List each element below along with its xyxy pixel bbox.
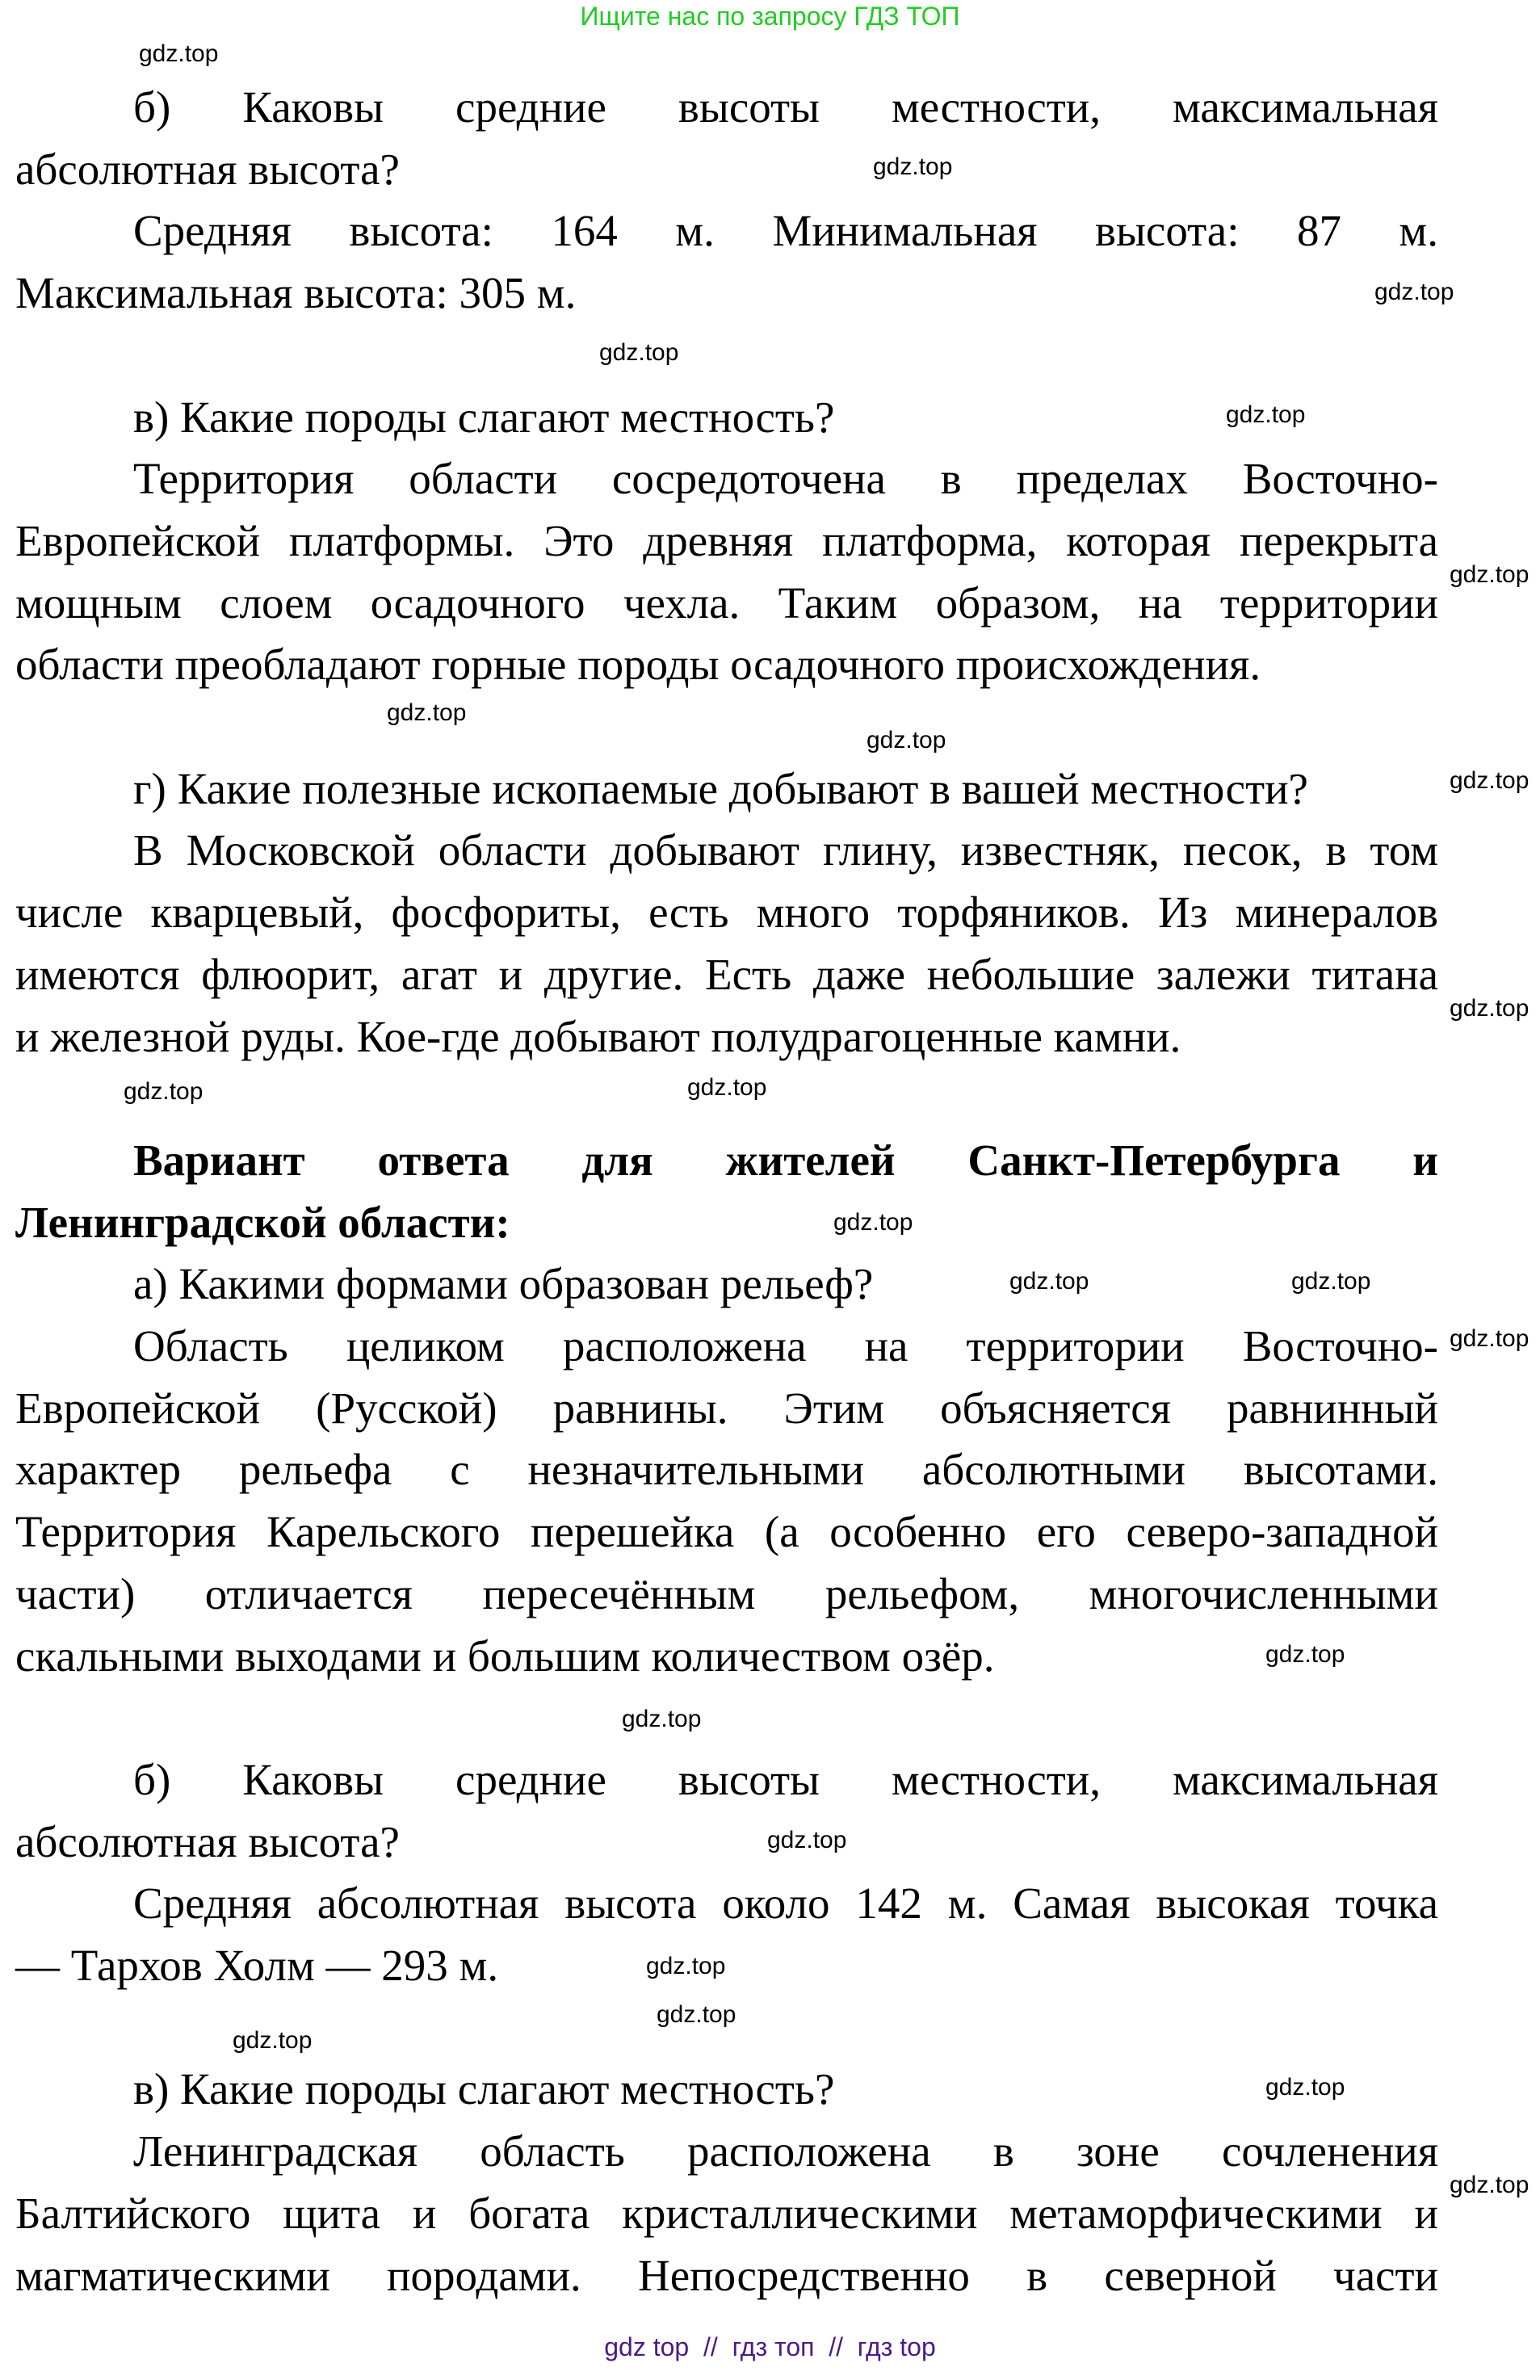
text-line: Балтийского щита и богата кристаллическими метаморфическими и: [15, 2188, 1438, 2238]
watermark-text: gdz.top: [1450, 2172, 1530, 2198]
blank-line: [15, 325, 1438, 387]
section-heading: [15, 1130, 1438, 1253]
watermark-text: gdz.top: [139, 40, 219, 67]
watermark-text: gdz.top: [867, 727, 946, 753]
text-line: абсолютная высота?: [15, 1816, 400, 1866]
text-line: и железной руды. Кое-где добывают полудрагоценные камни.: [15, 1011, 1181, 1061]
text-line: Средняя высота: 164 м. Минимальная высота: 87 м.: [133, 206, 1438, 256]
text-line: области преобладают горные породы осадочного происхождения.: [15, 640, 1261, 690]
paragraph: [15, 200, 1438, 324]
text-line: в) Какие породы слагают местность?: [133, 392, 835, 442]
text-line: Европейской платформы. Это древняя платформа, которая перекрыта: [15, 515, 1438, 565]
text-line: в) Какие породы слагают местность?: [133, 2064, 835, 2114]
document-body: [15, 77, 1438, 2307]
watermark-text: gdz.top: [599, 339, 679, 366]
blank-line: [15, 696, 1438, 758]
watermark-text: gdz.top: [1226, 401, 1306, 428]
text-line: числе кварцевый, фосфориты, есть много торфяников. Из минералов: [15, 888, 1438, 938]
watermark-text: gdz.top: [657, 2001, 736, 2028]
watermark-text: gdz.top: [1291, 1268, 1371, 1295]
paragraph: [15, 758, 1438, 821]
paragraph: [15, 820, 1438, 1068]
search-banner: Ищите нас по запросу ГДЗ ТОП: [580, 2, 960, 31]
watermark-text: gdz.top: [767, 1827, 847, 1853]
watermark-text: gdz.top: [833, 1209, 913, 1236]
blank-line: [15, 1687, 1438, 1749]
watermark-text: gdz.top: [387, 699, 467, 726]
watermark-text: gdz.top: [1265, 2074, 1345, 2101]
paragraph: [15, 77, 1438, 200]
text-line: б) Каковы средние высоты местности, максимальная: [133, 1754, 1438, 1804]
paragraph: [15, 1253, 1438, 1316]
text-line: скальными выходами и большим количеством озёр.: [15, 1631, 995, 1681]
text-line: Территория области сосредоточена в пределах Восточно-: [133, 454, 1438, 504]
paragraph: [15, 387, 1438, 449]
text-line: Максимальная высота: 305 м.: [15, 268, 577, 318]
paragraph: [15, 2059, 1438, 2121]
text-line: имеются флюорит, агат и другие. Есть даже небольшие залежи титана: [15, 949, 1438, 999]
text-line: б) Каковы средние высоты местности, максимальная: [133, 82, 1438, 132]
paragraph: [15, 448, 1438, 696]
text-line: В Московской области добывают глину, известняк, песок, в том: [133, 825, 1438, 875]
text-line: Средняя абсолютная высота около 142 м. Самая высокая точка: [133, 1878, 1438, 1929]
text-line: Ленинградской области:: [15, 1197, 510, 1247]
text-line: абсолютная высота?: [15, 144, 400, 194]
watermark-text: gdz.top: [1450, 561, 1530, 588]
text-line: части) отличается пересечённым рельефом, многочисленными: [15, 1568, 1438, 1618]
watermark-text: gdz.top: [1374, 279, 1454, 305]
paragraph: [15, 2121, 1438, 2307]
watermark-text: gdz.top: [1009, 1268, 1089, 1295]
text-line: Европейской (Русской) равнины. Этим объясняется равнинный: [15, 1383, 1438, 1433]
text-line: а) Какими формами образован рельеф?: [133, 1259, 874, 1309]
watermark-text: gdz.top: [622, 1706, 702, 1732]
watermark-text: gdz.top: [687, 1074, 767, 1101]
text-line: магматическими породами. Непосредственно в северной части: [15, 2250, 1438, 2300]
text-line: Вариант ответа для жителей Санкт-Петербурга и: [133, 1135, 1438, 1185]
watermark-text: gdz.top: [1450, 767, 1530, 794]
text-line: — Тархов Холм — 293 м.: [15, 1941, 499, 1991]
text-line: мощным слоем осадочного чехла. Таким образом, на территории: [15, 577, 1438, 628]
watermark-text: gdz.top: [1450, 1325, 1530, 1352]
watermark-text: gdz.top: [1265, 1641, 1345, 1668]
text-line: Область целиком расположена на территории Восточно-: [133, 1321, 1438, 1371]
text-line: Ленинградская область расположена в зоне сочленения: [133, 2126, 1438, 2176]
paragraph: [15, 1873, 1438, 1996]
paragraph: [15, 1749, 1438, 1873]
watermark-text: gdz.top: [1450, 995, 1530, 1022]
text-line: характер рельефа с незначительными абсолютными высотами.: [15, 1445, 1438, 1495]
watermark-text: gdz.top: [646, 1953, 726, 1979]
paragraph: [15, 1316, 1438, 1687]
watermark-text: gdz.top: [124, 1078, 204, 1105]
text-line: г) Какие полезные ископаемые добывают в вашей местности?: [133, 763, 1308, 813]
footer-banner: gdz top // гдз топ // гдз top: [604, 2332, 936, 2361]
watermark-text: gdz.top: [873, 153, 953, 180]
watermark-text: gdz.top: [233, 2027, 313, 2054]
text-line: Территория Карельского перешейка (а особенно его северо-западной: [15, 1507, 1438, 1557]
